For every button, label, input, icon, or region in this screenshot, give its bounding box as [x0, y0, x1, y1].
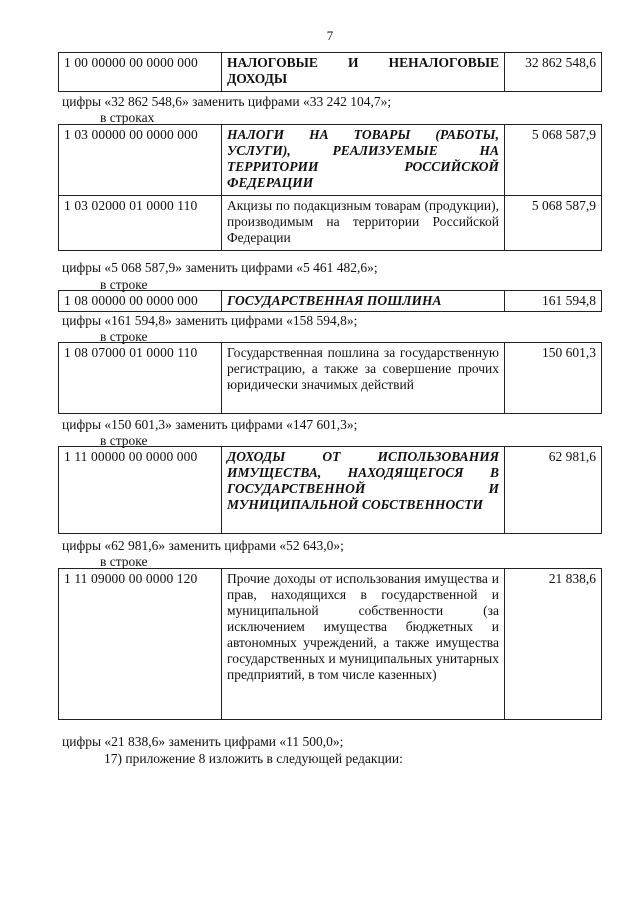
item-17-text: 17) приложение 8 изложить в следующей редакции:: [104, 751, 403, 766]
budget-code: 1 03 02000 01 0000 110: [59, 196, 222, 251]
row-amount: 5 068 587,9: [505, 196, 602, 251]
in-rows-label: в строках: [100, 110, 155, 125]
row-amount: 21 838,6: [505, 569, 602, 720]
row-amount: 5 068 587,9: [505, 125, 602, 196]
budget-code: 1 08 07000 01 0000 110: [59, 343, 222, 414]
budget-code: 1 11 00000 00 0000 000: [59, 447, 222, 534]
in-row-label: в строке: [100, 277, 148, 292]
budget-code: 1 08 00000 00 0000 000: [59, 291, 222, 312]
page-number: 7: [326, 28, 334, 43]
replace-instruction: цифры «5 068 587,9» заменить цифрами «5 461 482,6»;: [62, 260, 378, 275]
row-amount: 32 862 548,6: [505, 53, 602, 92]
replace-instruction: цифры «32 862 548,6» заменить цифрами «33 242 104,7»;: [62, 94, 392, 109]
table-row-property-income: [58, 446, 602, 534]
in-row-label: в строке: [100, 554, 148, 569]
budget-code: 1 11 09000 00 0000 120: [59, 569, 222, 720]
row-amount: 62 981,6: [505, 447, 602, 534]
row-name: НАЛОГОВЫЕ И НЕНАЛОГОВЫЕ ДОХОДЫ: [222, 53, 505, 92]
row-name: НАЛОГИ НА ТОВАРЫ (РАБОТЫ, УСЛУГИ), РЕАЛИЗУЕМЫЕ НА ТЕРРИТОРИИ РОССИЙСКОЙ ФЕДЕРАЦИИ: [222, 125, 505, 196]
replace-instruction: цифры «62 981,6» заменить цифрами «52 643,0»;: [62, 538, 344, 553]
replace-instruction: цифры «161 594,8» заменить цифрами «158 594,8»;: [62, 313, 358, 328]
table-row-income-total: [58, 52, 602, 92]
row-name: ДОХОДЫ ОТ ИСПОЛЬЗОВАНИЯ ИМУЩЕСТВА, НАХОДЯЩЕГОСЯ В ГОСУДАРСТВЕННОЙ И МУНИЦИПАЛЬНОЙ СОБСТВЕННОСТИ: [222, 447, 505, 534]
replace-instruction: цифры «21 838,6» заменить цифрами «11 500,0»;: [62, 734, 344, 749]
row-name: ГОСУДАРСТВЕННАЯ ПОШЛИНА: [222, 291, 505, 312]
row-name: Прочие доходы от использования имущества и прав, находящихся в государственной и муниципальной собственности (за исключением имущества бюджетных и автономных учреждений, а также имущества государственных и муниципальных унитарных предприятий, в том числе казенных): [222, 569, 505, 720]
row-name: Государственная пошлина за государственную регистрацию, а также за совершение прочих юридически значимых действий: [222, 343, 505, 414]
table-rows-goods-taxes: [58, 124, 602, 251]
table-row-state-duty: [58, 290, 602, 312]
budget-code: 1 00 00000 00 0000 000: [59, 53, 222, 92]
row-name: Акцизы по подакцизным товарам (продукции), производимым на территории Российской Федерации: [222, 196, 505, 251]
table-row-other-property-income: [58, 568, 602, 720]
row-amount: 161 594,8: [505, 291, 602, 312]
budget-code: 1 03 00000 00 0000 000: [59, 125, 222, 196]
in-row-label: в строке: [100, 329, 148, 344]
in-row-label: в строке: [100, 433, 148, 448]
row-amount: 150 601,3: [505, 343, 602, 414]
replace-instruction: цифры «150 601,3» заменить цифрами «147 601,3»;: [62, 417, 358, 432]
table-row-state-registration: [58, 342, 602, 414]
